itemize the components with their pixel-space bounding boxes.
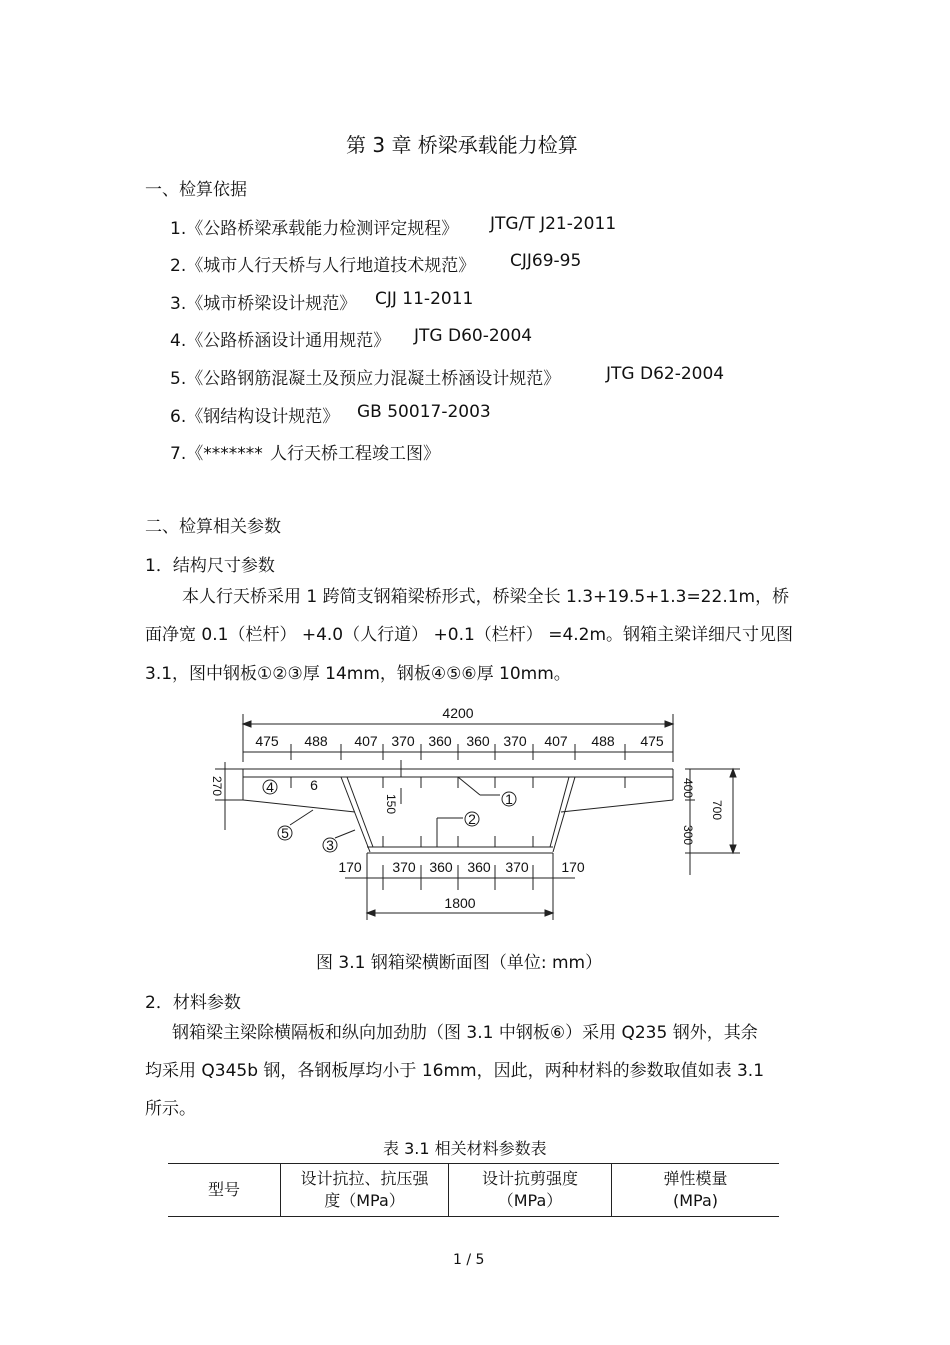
dimension-label: 1800 xyxy=(444,895,476,911)
dimension-label: 170 xyxy=(561,859,585,875)
material-parameters-table xyxy=(168,1163,779,1217)
table-header-cell: 设计抗拉、抗压强 度（MPa） xyxy=(281,1164,449,1217)
plate-label: 5 xyxy=(281,825,289,841)
dimension-label: 370 xyxy=(392,859,416,875)
reference-item xyxy=(170,214,617,239)
reference-code: 人行天桥工程竣工图》 xyxy=(270,444,440,464)
reference-item xyxy=(170,439,440,464)
table-header-cell: 型号 xyxy=(168,1164,281,1217)
reference-title: 5.《公路钢筋混凝土及预应力混凝土桥涵设计规范》 xyxy=(170,369,561,389)
reference-item xyxy=(170,251,582,276)
section-heading: 一、检算依据 xyxy=(145,180,247,200)
reference-item xyxy=(170,402,491,427)
paragraph-line: 均采用 Q345b 钢，各钢板厚均小于 16mm，因此，两种材料的参数取值如表 3.1 xyxy=(145,1061,765,1081)
reference-title: 3.《城市桥梁设计规范》 xyxy=(170,294,357,314)
dimension-label: 475 xyxy=(255,733,279,749)
reference-code: JTG/T J21-2011 xyxy=(490,214,617,234)
reference-title: 7.《******* xyxy=(170,444,263,464)
reference-title: 4.《公路桥涵设计通用规范》 xyxy=(170,331,391,351)
table-header-row xyxy=(168,1164,779,1217)
reference-title: 2.《城市人行天桥与人行地道技术规范》 xyxy=(170,256,476,276)
plate-label: 3 xyxy=(326,837,334,853)
plate-label: 6 xyxy=(310,777,318,793)
paragraph-line: 面净宽 0.1（栏杆） +4.0（人行道） +0.1（栏杆） =4.2m。钢箱主梁详细尺寸见图 xyxy=(145,625,794,645)
dimension-label: 407 xyxy=(544,733,568,749)
dimension-label: 270 xyxy=(210,775,224,797)
subsection-heading: 1．结构尺寸参数 xyxy=(145,556,275,576)
dimension-label: 300 xyxy=(681,824,695,846)
plate-label: 1 xyxy=(505,791,513,807)
table-header-cell: 弹性模量 (MPa) xyxy=(612,1164,780,1217)
subsection-heading: 2．材料参数 xyxy=(145,993,241,1013)
dimension-label: 407 xyxy=(354,733,378,749)
dimension-label: 700 xyxy=(710,799,724,821)
paragraph-line: 所示。 xyxy=(145,1099,196,1119)
dimension-label: 400 xyxy=(681,777,695,799)
figure-caption: 图 3.1 钢箱梁横断面图（单位: mm） xyxy=(316,953,603,973)
dimension-label: 360 xyxy=(466,733,490,749)
reference-item xyxy=(170,289,474,314)
paragraph-line: 钢箱梁主梁除横隔板和纵向加劲肋（图 3.1 中钢板⑥）采用 Q235 钢外，其余 xyxy=(172,1023,758,1043)
paragraph-line: 3.1，图中钢板①②③厚 14mm，钢板④⑤⑥厚 10mm。 xyxy=(145,664,571,684)
dimension-label: 4200 xyxy=(442,705,474,721)
dimension-label: 150 xyxy=(384,793,398,815)
reference-item xyxy=(170,364,725,389)
reference-code: JTG D60-2004 xyxy=(414,326,533,346)
reference-code: CJJ 11-2011 xyxy=(375,289,474,309)
reference-title: 6.《钢结构设计规范》 xyxy=(170,407,340,427)
reference-code: GB 50017-2003 xyxy=(357,402,491,422)
reference-title: 1.《公路桥梁承载能力检测评定规程》 xyxy=(170,219,459,239)
dimension-label: 360 xyxy=(467,859,491,875)
dimension-label: 488 xyxy=(591,733,615,749)
dimension-label: 170 xyxy=(338,859,362,875)
box-girder-cross-section-diagram xyxy=(195,700,755,930)
dimension-label: 370 xyxy=(503,733,527,749)
plate-label: 2 xyxy=(468,811,476,827)
dimension-label: 475 xyxy=(640,733,664,749)
table-caption: 表 3.1 相关材料参数表 xyxy=(383,1139,547,1158)
chapter-title: 第 3 章 桥梁承载能力检算 xyxy=(346,133,578,157)
dimension-label: 360 xyxy=(429,859,453,875)
reference-code: CJJ69-95 xyxy=(510,251,582,271)
reference-code: JTG D62-2004 xyxy=(606,364,725,384)
dimension-label: 370 xyxy=(505,859,529,875)
page-number: 1 / 5 xyxy=(453,1252,485,1268)
plate-label: 4 xyxy=(266,779,274,795)
table-header-cell: 设计抗剪强度 （MPa） xyxy=(449,1164,612,1217)
dimension-label: 370 xyxy=(391,733,415,749)
dimension-label: 360 xyxy=(428,733,452,749)
dimension-label: 488 xyxy=(304,733,328,749)
section-heading: 二、检算相关参数 xyxy=(145,517,281,537)
reference-item xyxy=(170,326,533,351)
paragraph-line: 本人行天桥采用 1 跨简支钢箱梁桥形式，桥梁全长 1.3+19.5+1.3=22.1m，桥 xyxy=(182,587,790,607)
